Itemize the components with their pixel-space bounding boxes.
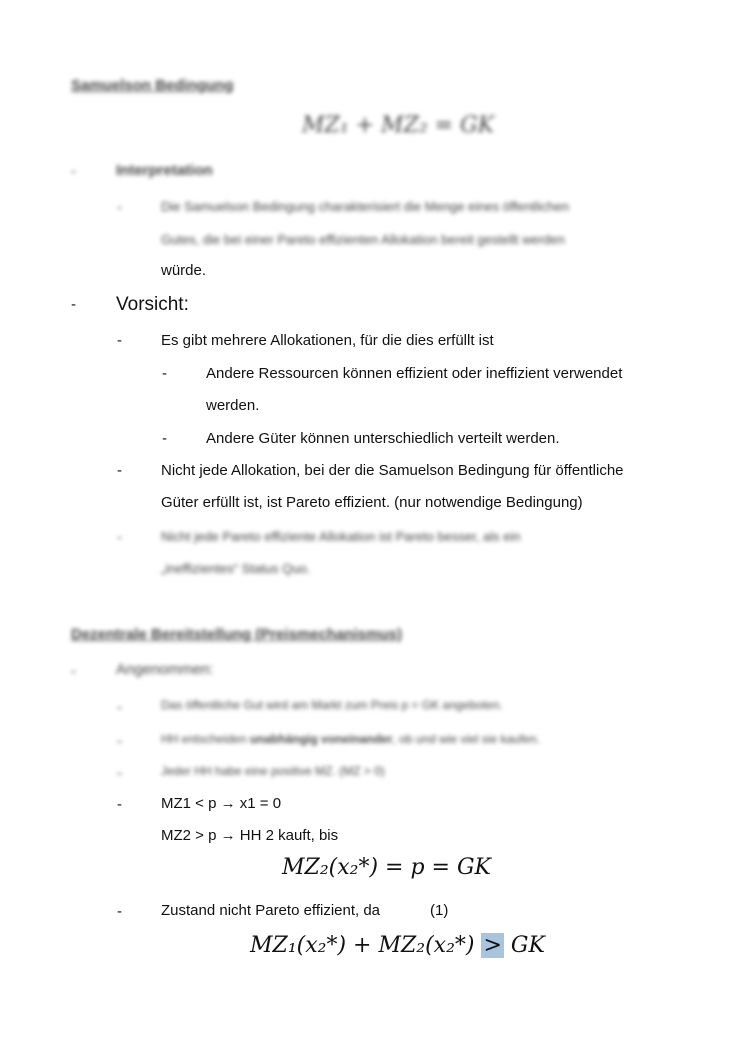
bullet-dash: - xyxy=(117,462,122,479)
bullet-dash: - xyxy=(117,903,122,920)
vorsicht-subitem: Andere Güter können unterschiedlich verteilt werden. xyxy=(206,430,560,447)
bullet-dash: - xyxy=(117,199,122,216)
assumption-text: HH entscheiden xyxy=(161,732,250,746)
bullet-dash: - xyxy=(117,332,122,349)
vorsicht-label: Vorsicht: xyxy=(116,294,189,315)
mz1-statement: MZ1 < p → x1 = 0 xyxy=(161,795,282,812)
bullet-dash: - xyxy=(117,765,122,782)
bullet-dash: - xyxy=(117,529,122,546)
samuelson-formula: MZ₁ + MZ₂ = GK xyxy=(302,113,495,138)
assumption-item: Jeder HH habe eine positive MZ. (MZ > 0) xyxy=(161,764,385,778)
bullet-dash: - xyxy=(117,699,122,716)
angenommen-label: Angenommen: xyxy=(116,661,214,678)
section-heading-samuelson: Samuelson Bedingung xyxy=(71,77,234,94)
vorsicht-subitem: werden. xyxy=(206,397,260,414)
bullet-dash: - xyxy=(117,796,122,813)
interpretation-text: würde. xyxy=(161,262,207,279)
assumption-item xyxy=(161,733,540,745)
interpretation-text: Gutes, die bei einer Pareto effizienten Allokation bereit gestellt werden xyxy=(161,232,565,247)
zustand-statement: Zustand nicht Pareto effizient, da xyxy=(161,902,381,919)
assumption-text: , ob und wie viel sie kaufen. xyxy=(392,732,540,746)
bullet-dash: - xyxy=(71,663,76,680)
mz2-statement: MZ2 > p → HH 2 kauft, bis xyxy=(161,827,339,844)
bullet-dash: - xyxy=(71,296,76,313)
equilibrium-formula: MZ₂(x₂*) = p = GK xyxy=(282,855,491,880)
bullet-dash: - xyxy=(162,365,167,382)
formula-right: GK xyxy=(510,933,545,958)
vorsicht-item: Nicht jede Allokation, bei der die Samuelson Bedingung für öffentliche xyxy=(161,462,624,479)
equation-reference: (1) xyxy=(430,902,449,919)
bullet-dash: - xyxy=(162,430,167,447)
highlighted-operator: > xyxy=(483,933,502,958)
interpretation-text: Die Samuelson Bedingung charakterisiert die Menge eines öffentlichen xyxy=(161,199,570,214)
vorsicht-item: Es gibt mehrere Allokationen, für die dies erfüllt ist xyxy=(161,332,494,349)
bullet-dash: - xyxy=(71,163,76,180)
formula-left: MZ₁(x₂*) + MZ₂(x₂*) xyxy=(250,933,475,958)
assumption-emphasis: unabhängig voneinander xyxy=(249,732,393,746)
bullet-dash: - xyxy=(117,733,122,750)
section-heading-dezentrale: Dezentrale Bereitstellung (Preismechanismus) xyxy=(71,626,402,643)
vorsicht-item: Nicht jede Pareto effiziente Allokation ist Pareto besser, als ein xyxy=(161,529,521,544)
vorsicht-item: „ineffizientes“ Status Quo. xyxy=(161,561,311,576)
assumption-item: Das öffentliche Gut wird am Markt zum Preis p = GK angeboten. xyxy=(161,698,503,712)
inefficiency-formula xyxy=(250,935,545,957)
vorsicht-subitem: Andere Ressourcen können effizient oder ineffizient verwendet xyxy=(206,365,623,382)
interpretation-label: Interpretation xyxy=(116,162,213,179)
vorsicht-item: Güter erfüllt ist, ist Pareto effizient. (nur notwendige Bedingung) xyxy=(161,494,583,511)
